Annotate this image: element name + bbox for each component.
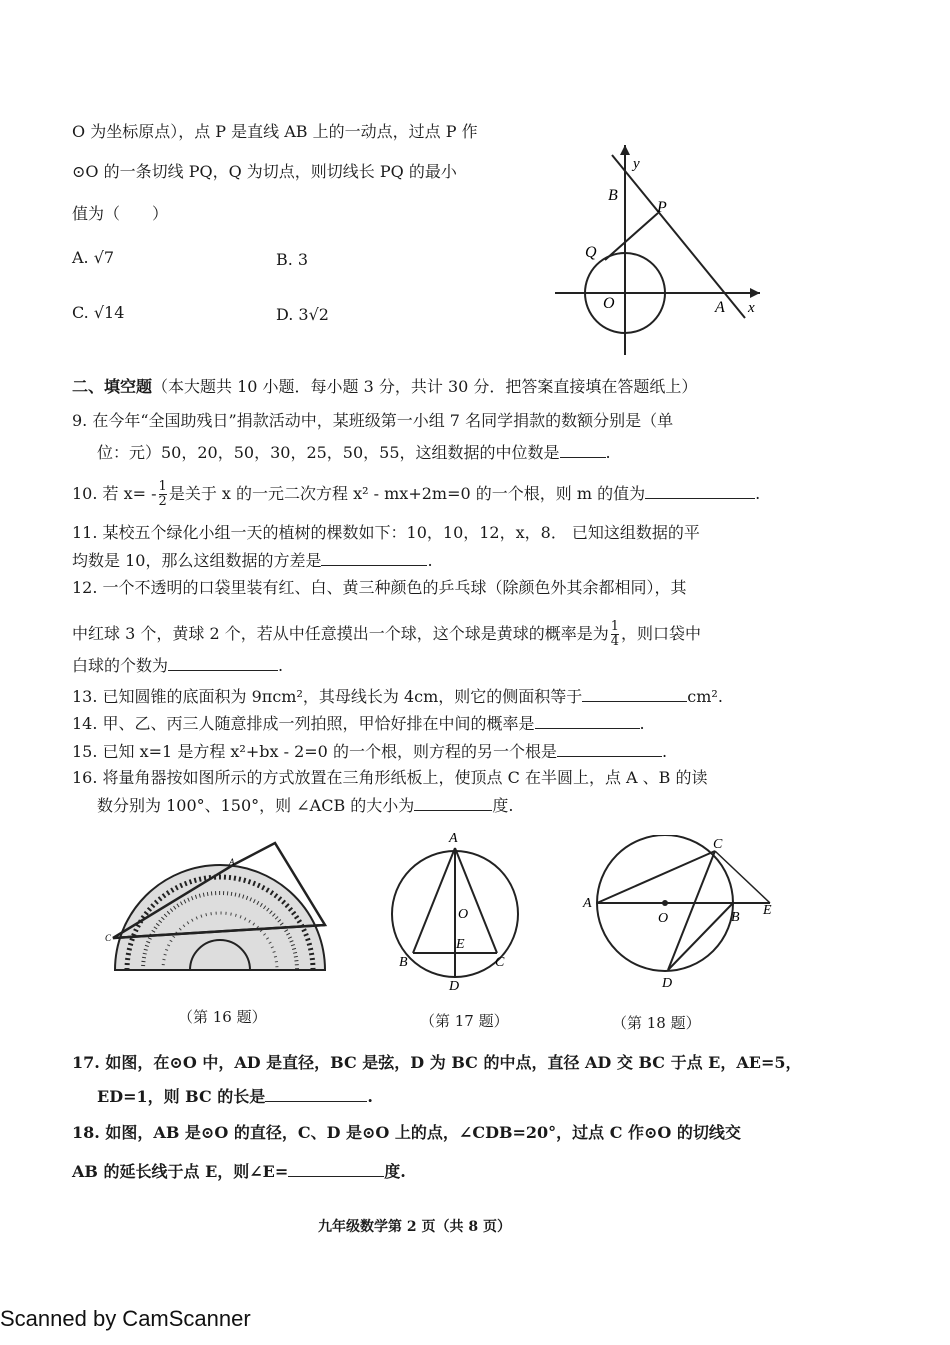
q17-answer-blank[interactable] [265,1085,367,1102]
q9-answer-blank[interactable] [560,441,606,458]
q11-end: . [427,551,433,570]
q14-answer-blank[interactable] [535,712,640,729]
q13-unit: cm². [687,687,723,706]
q8-option-a: A. √7 [72,248,115,267]
q18-end: 度. [384,1162,406,1181]
f18-label-e: E [763,903,772,918]
q17-end: . [367,1087,373,1106]
q13-answer-blank[interactable] [582,685,687,702]
q8-fig-label-o: O [603,295,615,312]
q12-line2-pre: 中红球 3 个，黄球 2 个，若从中任意摸出一个球，这个球是黄球的概率是为 [72,624,609,643]
f17-label-e: E [456,937,465,952]
q8-line2: ⊙O 的一条切线 PQ，Q 为切点，则切线长 PQ 的最小 [72,162,457,181]
q13-line [72,685,723,707]
q8-fig-label-p: P [657,199,667,216]
figure-17-caption: （第 17 题） [420,1012,509,1030]
q8-option-b: B. 3 [276,250,309,269]
q12-frac-num: 1 [610,619,619,634]
q8-coordinate-figure [550,140,780,360]
q8-fig-label-q: Q [585,244,597,261]
f17-label-o: O [458,907,469,922]
q15-text: 15. 已知 x=1 是方程 x²+bx - 2=0 的一个根，则方程的另一个根是 [72,742,557,761]
f18-label-c: C [713,837,723,852]
q10-fraction [159,480,167,509]
section2-title: 二、填空题 [72,377,153,396]
f18-label-b: B [731,910,740,925]
q15-line [72,740,667,762]
q9-line2 [97,441,611,463]
q14-line [72,712,645,734]
figure-17-circle [385,828,535,993]
q16-end: 度. [492,796,514,815]
section2-heading [72,377,697,397]
f18-label-d: D [662,976,673,991]
q15-end: . [661,742,668,761]
q11-line1: 11. 某校五个绿化小组一天的植树的棵数如下：10，10，12，x，8． 已知这组数据的平 [72,523,700,542]
q8-option-d: D. 3√2 [276,305,329,324]
q15-answer-blank[interactable] [557,740,662,757]
f17-label-c: C [495,955,505,970]
f17-label-b: B [399,955,408,970]
q12-fraction [611,620,619,649]
q8-fig-label-a: A [715,299,725,316]
q10-pre: 10. 若 x= - [72,484,157,503]
scanner-watermark: Scanned by CamScanner [0,1306,251,1331]
q12-line2-post: ，则口袋中 [621,624,702,643]
q9-end: . [605,443,611,462]
q12-line2 [72,620,701,649]
f17-label-a: A [449,831,458,846]
q11-line2-text: 均数是 10，那么这组数据的方差是 [72,551,322,570]
figure-16-protractor [105,835,335,975]
q11-answer-blank[interactable] [321,549,427,566]
q13-text: 13. 已知圆锥的底面积为 9πcm²，其母线长为 4cm，则它的侧面积等于 [72,687,583,706]
f16-label-a: A [229,857,235,867]
q10-line [72,480,760,509]
q18-line2-text: AB 的延长线于点 E，则∠E= [72,1162,289,1181]
q9-line1: 9. 在今年“全国助残日”捐款活动中，某班级第一小组 7 名同学捐款的数额分别是（单 [72,411,674,430]
q17-line2-text: ED=1，则 BC 的长是 [97,1087,266,1106]
q10-end: . [755,484,761,503]
q12-line3-text: 白球的个数为 [72,656,169,675]
q18-line2 [72,1160,406,1182]
q8-fig-label-y: y [633,156,640,172]
q14-end: . [639,714,645,733]
q8-option-c: C. √14 [72,303,125,322]
q12-answer-blank[interactable] [168,654,278,671]
figure-18-caption: （第 18 题） [612,1014,701,1032]
q12-line3 [72,654,283,676]
figure-16-caption: （第 16 题） [178,1008,267,1026]
q16-line1: 16. 将量角器按如图所示的方式放置在三角形纸板上，使顶点 C 在半圆上，点 A 、B 的读 [72,768,708,787]
q12-end: . [278,656,284,675]
q17-line1: 17. 如图，在⊙O 中，AD 是直径，BC 是弦，D 为 BC 的中点，直径 AD 交 BC 于点 E，AE=5， [72,1053,802,1072]
q17-line2 [97,1085,373,1107]
q12-line1: 12. 一个不透明的口袋里装有红、白、黄三种颜色的乒乓球（除颜色外其余都相同），其 [72,578,687,597]
q16-line2 [97,794,513,816]
f17-label-d: D [449,979,460,993]
q18-line1: 18. 如图，AB 是⊙O 的直径，C、D 是⊙O 上的点，∠CDB=20°，过点 C 作⊙O 的切线交 [72,1123,741,1142]
q8-line1: O 为坐标原点），点 P 是直线 AB 上的一动点，过点 P 作 [72,122,478,141]
q8-fig-label-b: B [608,187,618,204]
q10-frac-den: 2 [158,494,167,509]
q16-line2-text: 数分别为 100°、150°，则 ∠ACB 的大小为 [97,796,415,815]
f16-label-c: C [105,933,112,943]
q18-answer-blank[interactable] [288,1160,384,1177]
f18-label-a: A [583,896,592,911]
q16-answer-blank[interactable] [414,794,492,811]
q14-text: 14. 甲、乙、丙三人随意排成一列拍照，甲恰好排在中间的概率是 [72,714,535,733]
page-footer: 九年级数学第 2 页（共 8 页） [318,1219,511,1235]
q8-fig-label-x: x [748,300,755,316]
q10-answer-blank[interactable] [645,482,755,499]
q10-post: 是关于 x 的一元二次方程 x² - mx+2m=0 的一个根，则 m 的值为 [168,484,646,503]
q11-line2 [72,549,433,571]
q10-frac-num: 1 [158,479,167,494]
q8-line3: 值为（ ） [72,204,169,223]
section2-note: （本大题共 10 小题．每小题 3 分，共计 30 分．把答案直接填在答题纸上） [152,377,698,396]
f18-label-o: O [658,911,669,926]
q9-line2-text: 位：元）50，20，50，30，25，50，55，这组数据的中位数是 [97,443,560,462]
q12-frac-den: 4 [610,634,619,649]
figure-18-circle [580,835,780,995]
